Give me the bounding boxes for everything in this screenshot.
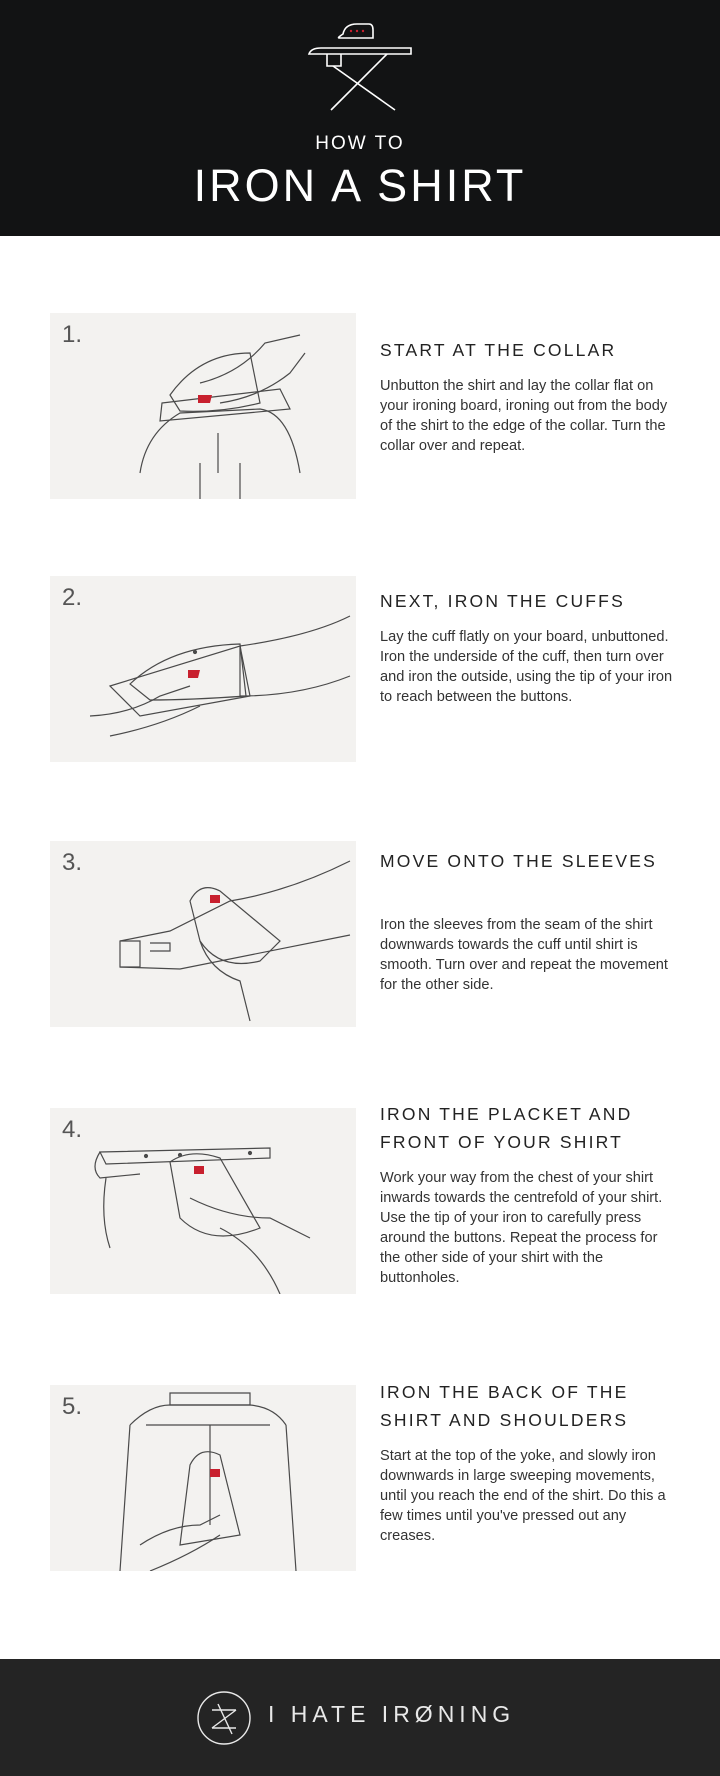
step-number: 5.	[62, 1393, 83, 1420]
step-body: Unbutton the shirt and lay the collar flat on your ironing board, ironing out from the body of the shirt to the edge of the collar. Turn the collar over and repeat.	[380, 378, 668, 454]
step-illustration-panel	[50, 1385, 356, 1571]
collar-iron-illustration	[50, 313, 356, 499]
step-heading: START AT THE COLLAR	[380, 340, 617, 360]
brand-name: I HATE IRØNING	[268, 1701, 516, 1727]
step-number: 3.	[62, 849, 83, 876]
back-shoulders-iron-illustration	[50, 1385, 356, 1571]
step-body: Start at the top of the yoke, and slowly iron downwards in large sweeping movements, until you reach the end of the shirt. Do this a few times until you've pressed out any creases.	[380, 1448, 666, 1544]
step-illustration-panel	[50, 313, 356, 499]
placket-iron-illustration	[50, 1108, 356, 1294]
step-heading: MOVE ONTO THE SLEEVES	[380, 851, 658, 871]
step-body: Work your way from the chest of your shirt inwards towards the centrefold of your shirt. Use the tip of your iron to carefully press around the buttons. Repeat the process for the other side of your shirt with the buttonholes.	[380, 1170, 663, 1286]
step-number: 2.	[62, 584, 83, 611]
step-body: Lay the cuff flatly on your board, unbuttoned. Iron the underside of the cuff, then turn over and iron the outside, using the tip of your iron to reach between the buttons.	[380, 629, 673, 705]
footer-banner	[0, 1659, 720, 1776]
brand-logo-icon	[196, 1690, 252, 1746]
step-body: Iron the sleeves from the seam of the shirt downwards towards the cuff until shirt is smooth. Turn over and repeat the movement for the other side.	[380, 917, 668, 993]
step-illustration-panel	[50, 576, 356, 762]
step-number: 1.	[62, 321, 83, 348]
step-heading: IRON THE PLACKET AND FRONT OF YOUR SHIRT	[380, 1104, 633, 1152]
sleeve-iron-illustration	[50, 841, 356, 1027]
step-illustration-panel	[50, 1108, 356, 1294]
step-heading: NEXT, IRON THE CUFFS	[380, 591, 625, 611]
ironing-board-icon	[307, 20, 413, 112]
step-heading: IRON THE BACK OF THE SHIRT AND SHOULDERS	[380, 1382, 629, 1430]
cuff-iron-illustration	[50, 576, 356, 762]
header-banner	[0, 0, 720, 236]
step-illustration-panel	[50, 841, 356, 1027]
step-number: 4.	[62, 1116, 83, 1143]
page-title: IRON A SHIRT	[193, 160, 527, 211]
header-subtitle: HOW TO	[315, 133, 405, 154]
